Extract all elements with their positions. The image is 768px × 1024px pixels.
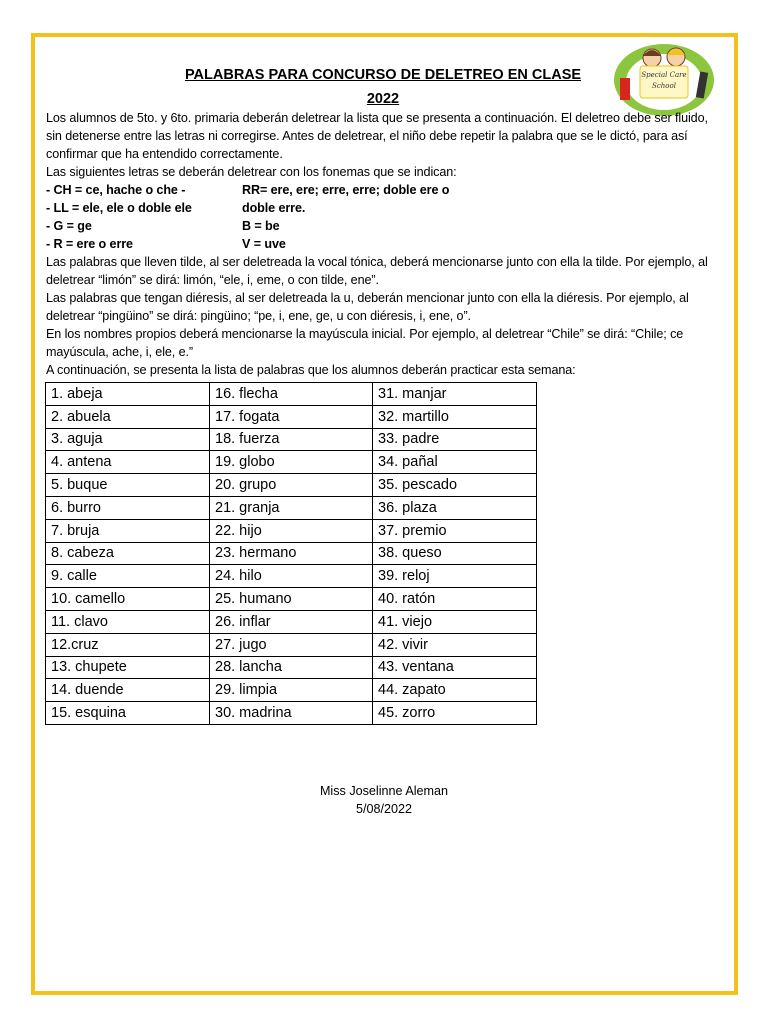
phoneme-right: V = uve: [242, 237, 286, 251]
word-cell: 21. granja: [210, 496, 373, 519]
word-cell: 20. grupo: [210, 474, 373, 497]
phoneme-right: B = be: [242, 219, 280, 233]
word-table: [45, 382, 537, 725]
word-cell: 18. fuerza: [210, 428, 373, 451]
word-cell: 2. abuela: [46, 405, 210, 428]
word-cell: 24. hilo: [210, 565, 373, 588]
table-row: [46, 588, 537, 611]
phoneme-intro: Las siguientes letras se deberán deletrear con los fonemas que se indican:: [46, 165, 457, 179]
intro-paragraph: Los alumnos de 5to. y 6to. primaria deberán deletrear la lista que se presenta a continuación. El deletreo debe ser fluido, sin detenerse entre las letras ni corregirse. Antes de deletrear, el niño debe repetir la palabra que se le dictó, para así confirmar que ha entendido correctamente.: [46, 111, 708, 161]
word-cell: 11. clavo: [46, 610, 210, 633]
word-cell: 42. vivir: [373, 633, 537, 656]
word-cell: 13. chupete: [46, 656, 210, 679]
phoneme-row: [46, 199, 726, 217]
word-cell: 1. abeja: [46, 383, 210, 406]
word-cell: 26. inflar: [210, 610, 373, 633]
word-cell: 8. cabeza: [46, 542, 210, 565]
word-cell: 3. aguja: [46, 428, 210, 451]
word-cell: 29. limpia: [210, 679, 373, 702]
word-cell: 39. reloj: [373, 565, 537, 588]
word-cell: 38. queso: [373, 542, 537, 565]
word-cell: 45. zorro: [373, 702, 537, 725]
word-cell: 28. lancha: [210, 656, 373, 679]
phoneme-row: [46, 217, 726, 235]
word-cell: 5. buque: [46, 474, 210, 497]
word-cell: 17. fogata: [210, 405, 373, 428]
word-cell: 40. ratón: [373, 588, 537, 611]
teacher-name: Miss Joselinne Aleman: [319, 784, 449, 798]
table-row: [46, 702, 537, 725]
phoneme-left: - G = ge: [46, 219, 92, 233]
phoneme-left: - CH = ce, hache o che -: [46, 183, 186, 197]
word-cell: 22. hijo: [210, 519, 373, 542]
table-row: [46, 610, 537, 633]
table-row: [46, 383, 537, 406]
table-row: [46, 428, 537, 451]
word-cell: 30. madrina: [210, 702, 373, 725]
signature-date: 5/08/2022: [355, 802, 413, 816]
phoneme-left: - R = ere o erre: [46, 237, 133, 251]
table-row: [46, 474, 537, 497]
table-row: [46, 542, 537, 565]
word-cell: 37. premio: [373, 519, 537, 542]
phoneme-row: [46, 181, 726, 199]
table-row: [46, 451, 537, 474]
word-cell: 15. esquina: [46, 702, 210, 725]
word-cell: 34. pañal: [373, 451, 537, 474]
school-logo: [612, 42, 716, 118]
list-intro: A continuación, se presenta la lista de palabras que los alumnos deberán practicar esta semana:: [46, 363, 576, 377]
word-cell: 44. zapato: [373, 679, 537, 702]
word-cell: 23. hermano: [210, 542, 373, 565]
table-row: [46, 519, 537, 542]
table-row: [46, 405, 537, 428]
table-row: [46, 633, 537, 656]
table-row: [46, 679, 537, 702]
word-cell: 9. calle: [46, 565, 210, 588]
tilde-rule: Las palabras que lleven tilde, al ser deletreada la vocal tónica, deberá mencionarse junto con ella la tilde. Por ejemplo, al deletrear “limón” se dirá: limón, “ele, i, eme, o con tilde, ene”.: [46, 255, 708, 287]
instructions: [46, 109, 726, 379]
phoneme-right: RR= ere, ere; erre, erre; doble ere o: [242, 183, 450, 197]
word-cell: 31. manjar: [373, 383, 537, 406]
word-cell: 14. duende: [46, 679, 210, 702]
word-cell: 32. martillo: [373, 405, 537, 428]
document-title: PALABRAS PARA CONCURSO DE DELETREO EN CLASE: [184, 67, 582, 83]
dieresis-rule: Las palabras que tengan diéresis, al ser deletreada la u, deberán mencionar junto con ella la diéresis. Por ejemplo, al deletrear “pingüino” se dirá: pingüino; “pe, i, ene, ge, u con diéresis, i, ene, o”.: [46, 291, 689, 323]
capital-rule: En los nombres propios deberá mencionarse la mayúscula inicial. Por ejemplo, al deletrear “Chile” se dirá: “Chile; ce mayúscula, ache, i, ele, e.”: [46, 327, 684, 359]
word-cell: 16. flecha: [210, 383, 373, 406]
word-cell: 6. burro: [46, 496, 210, 519]
table-row: [46, 496, 537, 519]
svg-text:Special Care: Special Care: [641, 71, 687, 79]
document-year: 2022: [366, 91, 400, 107]
word-cell: 10. camello: [46, 588, 210, 611]
phoneme-row: [46, 235, 726, 253]
phoneme-left: - LL = ele, ele o doble ele: [46, 201, 192, 215]
word-cell: 33. padre: [373, 428, 537, 451]
word-cell: 43. ventana: [373, 656, 537, 679]
word-cell: 12.cruz: [46, 633, 210, 656]
word-cell: 27. jugo: [210, 633, 373, 656]
word-cell: 35. pescado: [373, 474, 537, 497]
svg-text:School: School: [652, 82, 676, 90]
phoneme-right: doble erre.: [242, 201, 306, 215]
word-cell: 36. plaza: [373, 496, 537, 519]
table-row: [46, 656, 537, 679]
table-row: [46, 565, 537, 588]
word-cell: 7. bruja: [46, 519, 210, 542]
word-cell: 25. humano: [210, 588, 373, 611]
word-cell: 4. antena: [46, 451, 210, 474]
word-cell: 41. viejo: [373, 610, 537, 633]
word-cell: 19. globo: [210, 451, 373, 474]
